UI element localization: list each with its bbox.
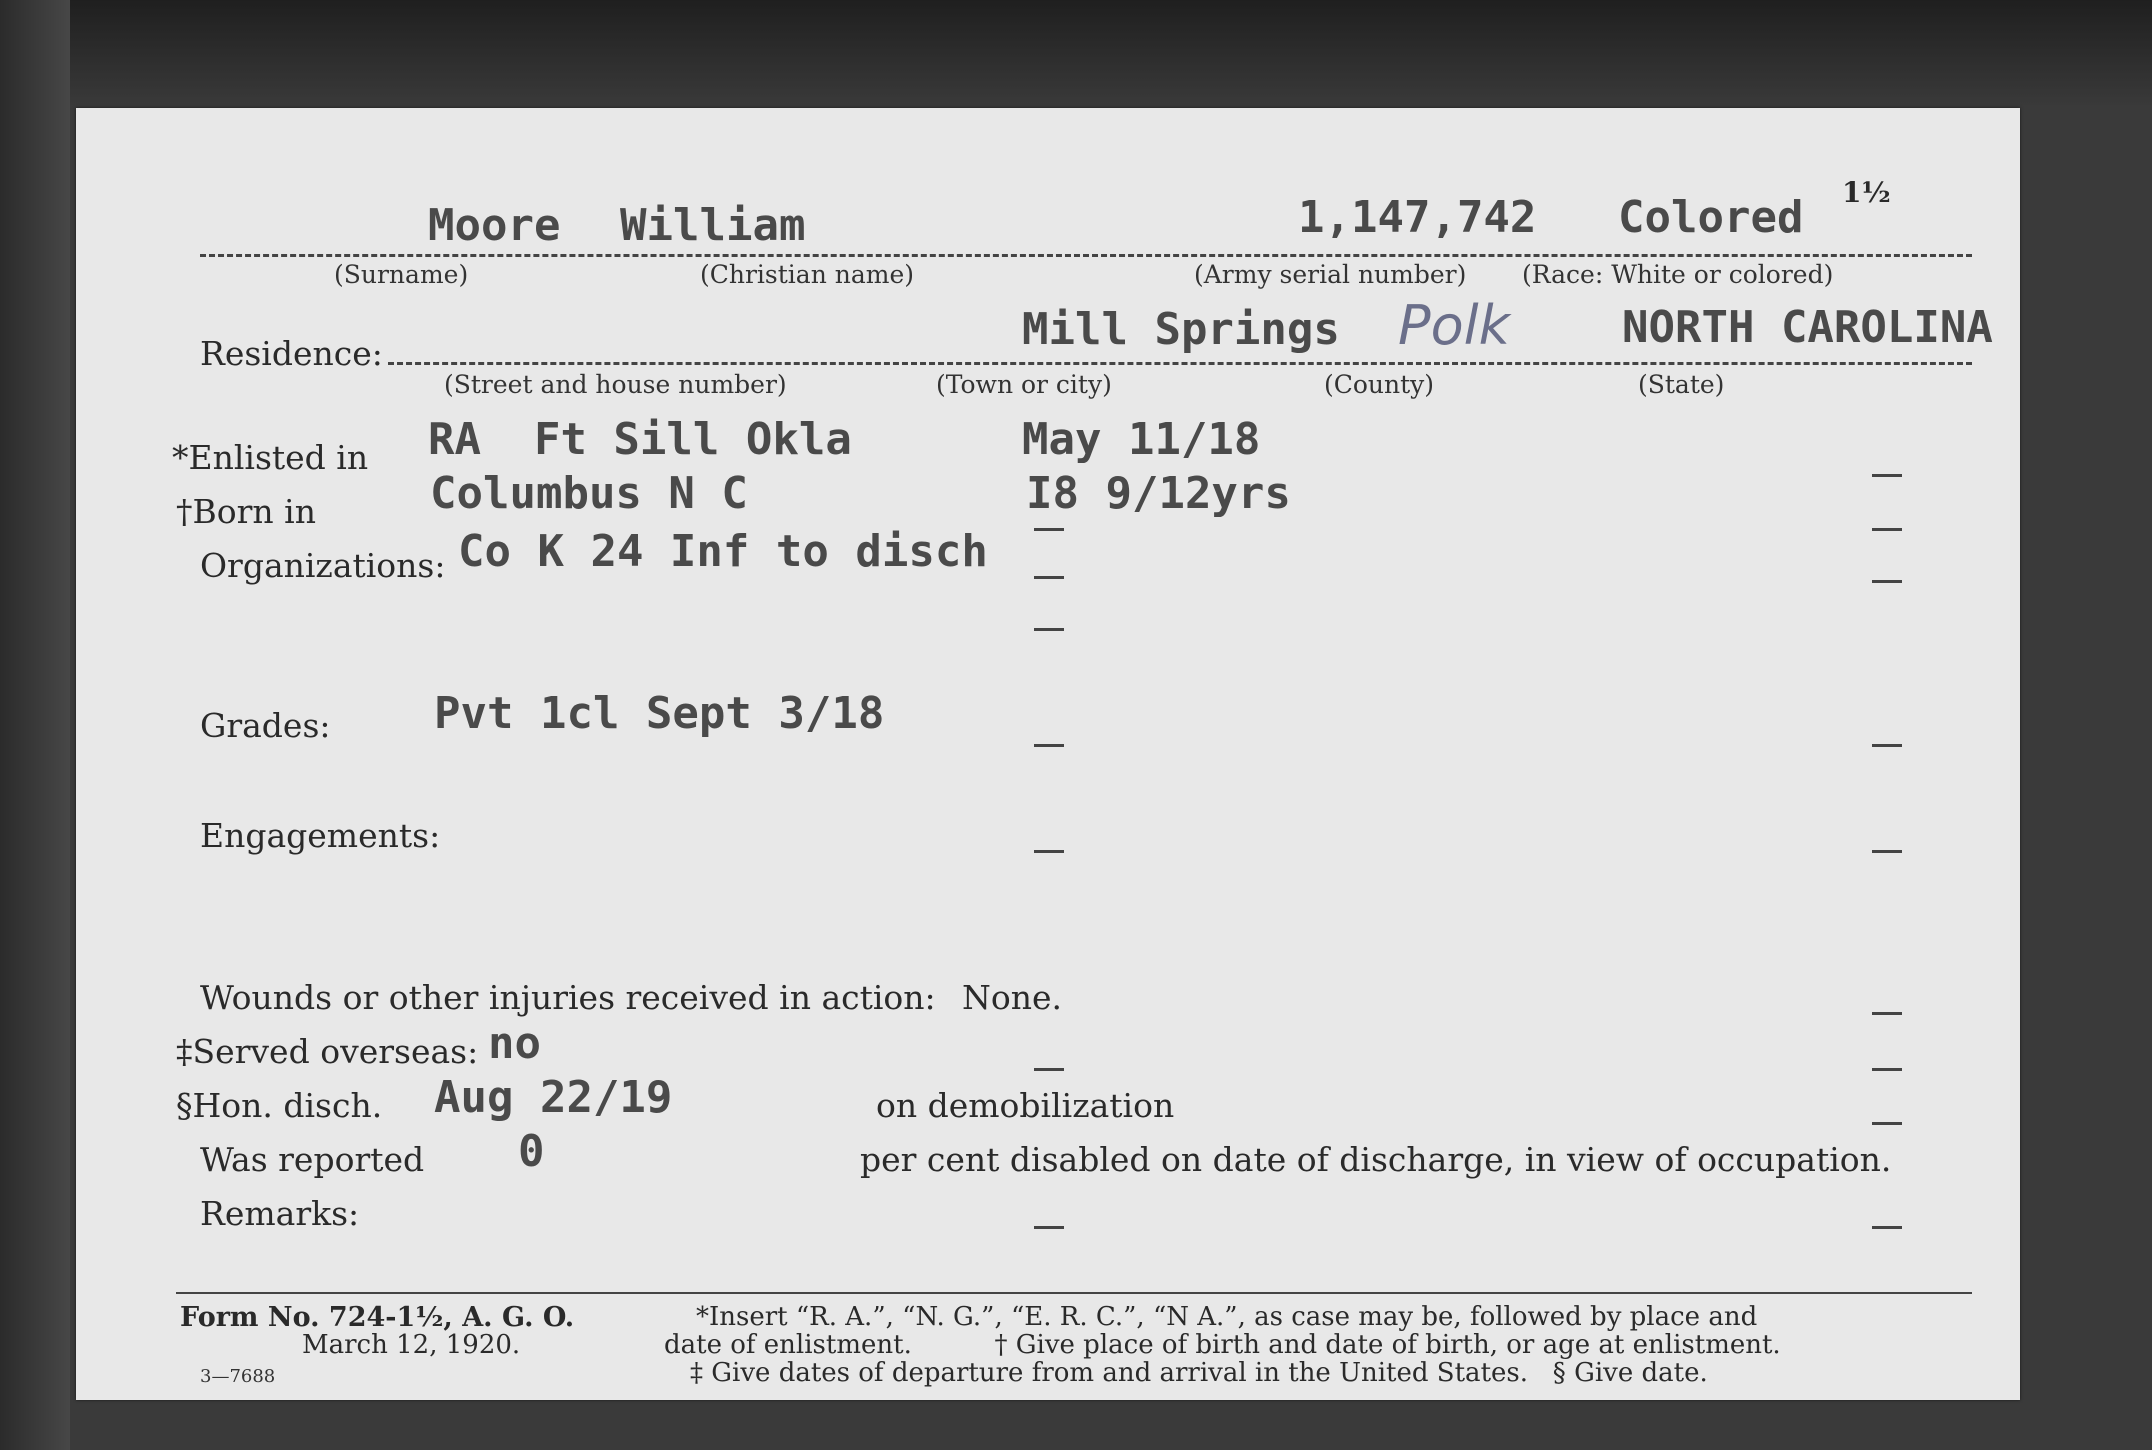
blank-dash [1872,744,1902,747]
blank-dash [1872,850,1902,853]
blank-dash [1872,580,1902,583]
footnote-line-2: date of enlistment. † Give place of birth and date of birth, or age at enlistment. [664,1330,1781,1360]
engagements-label: Engagements: [200,816,441,855]
blank-dash [1034,1068,1064,1071]
blank-dash [1872,1226,1902,1229]
wounds-label: Wounds or other injuries received in action: [200,978,936,1017]
county-caption: (County) [1324,370,1435,399]
hon-disch-date-value: Aug 22/19 [434,1072,673,1123]
disability-text: per cent disabled on date of discharge, in view of occupation. [860,1140,1892,1179]
served-overseas-value: no [488,1018,541,1069]
service-record-card [76,108,2020,1400]
form-date: March 12, 1920. [302,1330,521,1360]
remarks-label: Remarks: [200,1194,360,1233]
blank-dash [1872,1068,1902,1071]
organizations-value: Co K 24 Inf to disch [458,526,988,577]
born-age-value: I8 9/12yrs [1026,468,1291,519]
born-value: Columbus N C [430,468,748,519]
residence-county-handwritten: Polk [1398,294,1510,357]
state-caption: (State) [1638,370,1725,399]
corner-mark: 1½ [1842,176,1891,209]
surname-value: Moore [428,200,561,251]
hon-disch-reason: on demobilization [876,1086,1175,1125]
blank-dash [1034,528,1064,531]
race-caption: (Race: White or colored) [1522,260,1834,289]
residence-label: Residence: [200,334,383,373]
disability-percent-value: 0 [518,1126,545,1177]
hon-disch-label: §Hon. disch. [176,1086,383,1125]
scan-background-left [0,0,70,1450]
enlisted-value: RA Ft Sill Okla [428,414,852,465]
enlisted-date-value: May 11/18 [1022,414,1261,465]
footnote-line-1: *Insert “R. A.”, “N. G.”, “E. R. C.”, “N A.”, as case may be, followed by place and [696,1302,1758,1332]
footnote-line-3: ‡ Give dates of departure from and arrival in the United States. § Give date. [690,1358,1708,1388]
organizations-label: Organizations: [200,546,446,585]
blank-dash [1872,474,1902,477]
town-caption: (Town or city) [936,370,1112,399]
blank-dash [1872,1012,1902,1015]
print-code: 3—7688 [200,1366,276,1387]
served-overseas-label: ‡Served overseas: [176,1032,479,1071]
grades-value: Pvt 1cl Sept 3/18 [434,688,885,739]
residence-state-value: NORTH CAROLINA [1622,302,1993,353]
residence-line [388,362,1972,365]
serial-number-value: 1,147,742 [1298,192,1537,243]
blank-dash [1034,628,1064,631]
christian-name-value: William [620,200,806,251]
grades-label: Grades: [200,706,331,745]
was-reported-label: Was reported [200,1140,425,1179]
enlisted-label: *Enlisted in [172,438,369,477]
serial-number-caption: (Army serial number) [1194,260,1467,289]
christian-name-caption: (Christian name) [700,260,915,289]
residence-town-value: Mill Springs [1022,304,1340,355]
form-number: Form No. 724-1½, A. G. O. [180,1302,575,1333]
blank-dash [1872,1122,1902,1125]
wounds-value: None. [962,978,1063,1017]
scan-background-top [0,0,2152,108]
blank-dash [1034,576,1064,579]
blank-dash [1034,1226,1064,1229]
blank-dash [1872,528,1902,531]
born-label: †Born in [176,492,316,531]
blank-dash [1034,850,1064,853]
street-caption: (Street and house number) [444,370,787,399]
blank-dash [1034,744,1064,747]
race-value: Colored [1618,192,1804,243]
name-line [200,254,1972,257]
surname-caption: (Surname) [334,260,469,289]
footer-rule [176,1292,1972,1294]
